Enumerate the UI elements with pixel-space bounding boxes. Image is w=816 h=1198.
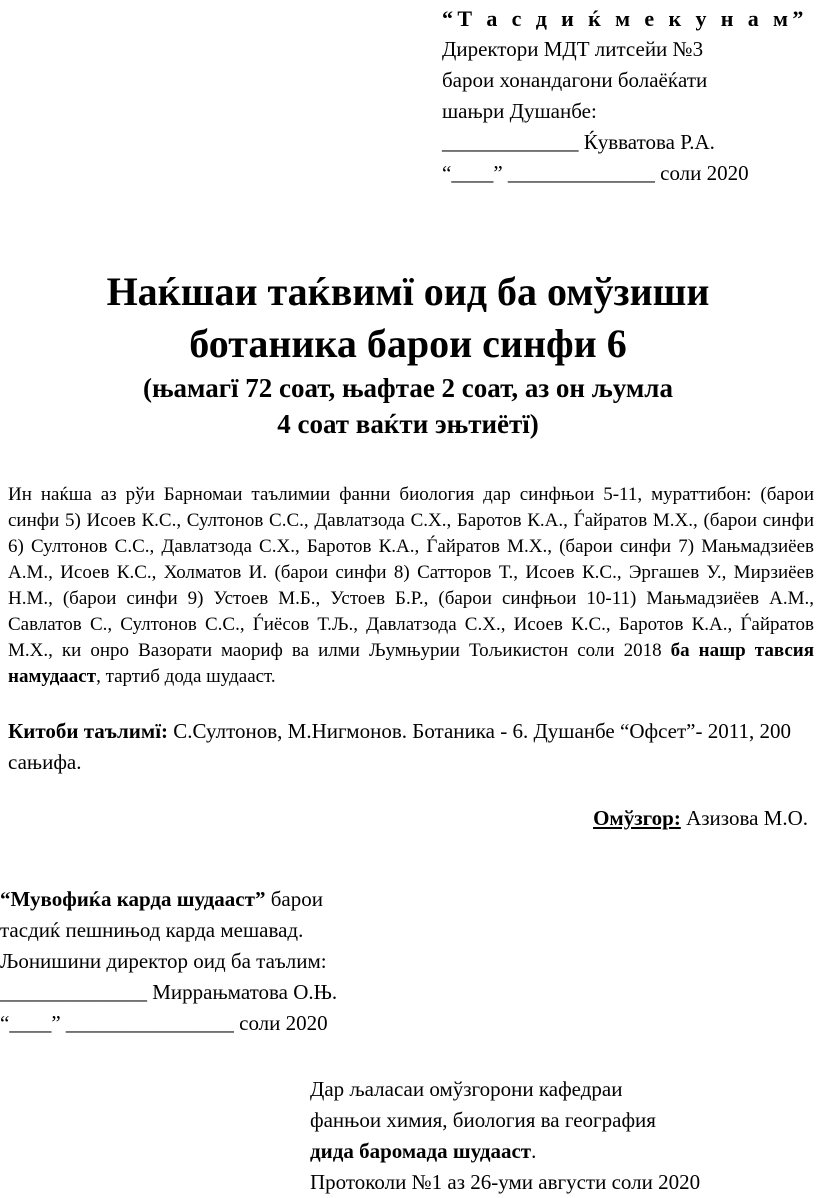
agreement-line-3: Љонишини директор оид ба таълим:	[0, 949, 327, 973]
agreement-line-1	[0, 884, 337, 915]
intro-text: Ин наќша аз рўи Барномаи таълимии фанни биология дар синфњои 5-11, мураттибон: (барои синфи 5) Исоев К.С., Султонов С.С., Давлатзода С.Х., Баротов К.А., Ѓайратов М.Х., (барои синфи 6) Султонов С.С., Давлатзода С.Х., Баротов К.А., Ѓайратов М.Х., (барои синфи 7) Мањмадзиёев А.М., Исоев К.С., Холматов И. (барои синфи 8) Сатторов Т., Исоев К.С., Эргашев У., Мирзиёев Н.М., (барои синфи 9) Устоев М.Б., Устоев Б.Р., (барои синфњои 10-11) Мањмадзиёев А.М., Савлатов С., Султонов С.С., Ѓиёсов Т.Љ., Давлатзода С.Х., Исоев К.С., Баротов К.А., Ѓайратов М.Х., ки онро Вазорати маориф ва илми Љумњурии Тољикистон соли 2018	[8, 484, 814, 661]
agreement-signature-line: ______________ Миррањматова О.Њ.	[0, 980, 338, 1004]
department-protocol-line: Протоколи №1 аз 26-уми августи соли 2020	[310, 1170, 701, 1194]
approval-heading: “Т а с д и ќ м е к у н а м”	[442, 6, 808, 31]
department-line-2: фанњои химия, биология ва география	[310, 1108, 656, 1132]
department-block	[310, 1074, 700, 1198]
approval-line-city: шањри Душанбе:	[442, 99, 597, 123]
department-line-1: Дар љаласаи омўзгорони кафедраи	[310, 1077, 623, 1101]
intro-bold-text: ба нашр тавсия намудааст	[8, 640, 814, 687]
department-reviewed: дида баромада шудааст	[310, 1139, 532, 1163]
approval-line-director: Директори МДТ литсейи №3	[442, 37, 704, 61]
approval-date-line: “____” ______________ соли 2020	[442, 161, 749, 185]
approval-signature-line: _____________ Ќувватова Р.А.	[442, 130, 715, 154]
title-line-1: Наќшаи таќвимї оид ба омўзиши	[106, 269, 710, 314]
approval-block	[442, 4, 808, 189]
intro-text-end: , тартиб дода шудааст.	[96, 666, 276, 687]
agreement-block	[0, 884, 337, 1039]
teacher-label: Омўзгор:	[593, 806, 681, 830]
agreement-heading: “Мувофиќа карда шудааст”	[0, 887, 266, 911]
title-hours-line-1: (њамагї 72 соат, њафтае 2 соат, аз он љумла	[143, 373, 673, 403]
approval-line-students: барои хонандагони болаёќати	[442, 68, 708, 92]
title-hours-line-2: 4 соат ваќти эњтиётї)	[277, 409, 539, 439]
intro-paragraph	[8, 482, 814, 690]
title-line-2: ботаника барои синфи 6	[189, 321, 627, 366]
department-line-3-rest: .	[531, 1139, 537, 1163]
textbook-label: Китоби таълимї:	[8, 719, 169, 743]
agreement-line-2: тасдиќ пешнињод карда мешавад.	[0, 918, 304, 942]
textbook-text: С.Султонов, М.Нигмонов. Ботаника - 6. Душанбе “Офсет”- 2011, 200 сањифа.	[8, 719, 791, 774]
agreement-line-1-rest: барои	[265, 887, 323, 911]
department-line-3	[310, 1136, 700, 1167]
document-title	[0, 266, 816, 442]
textbook-info	[8, 716, 808, 778]
teacher-name: Азизова М.О.	[680, 806, 808, 830]
agreement-date-line: “____” ________________ соли 2020	[0, 1011, 328, 1035]
teacher-info	[593, 803, 808, 834]
